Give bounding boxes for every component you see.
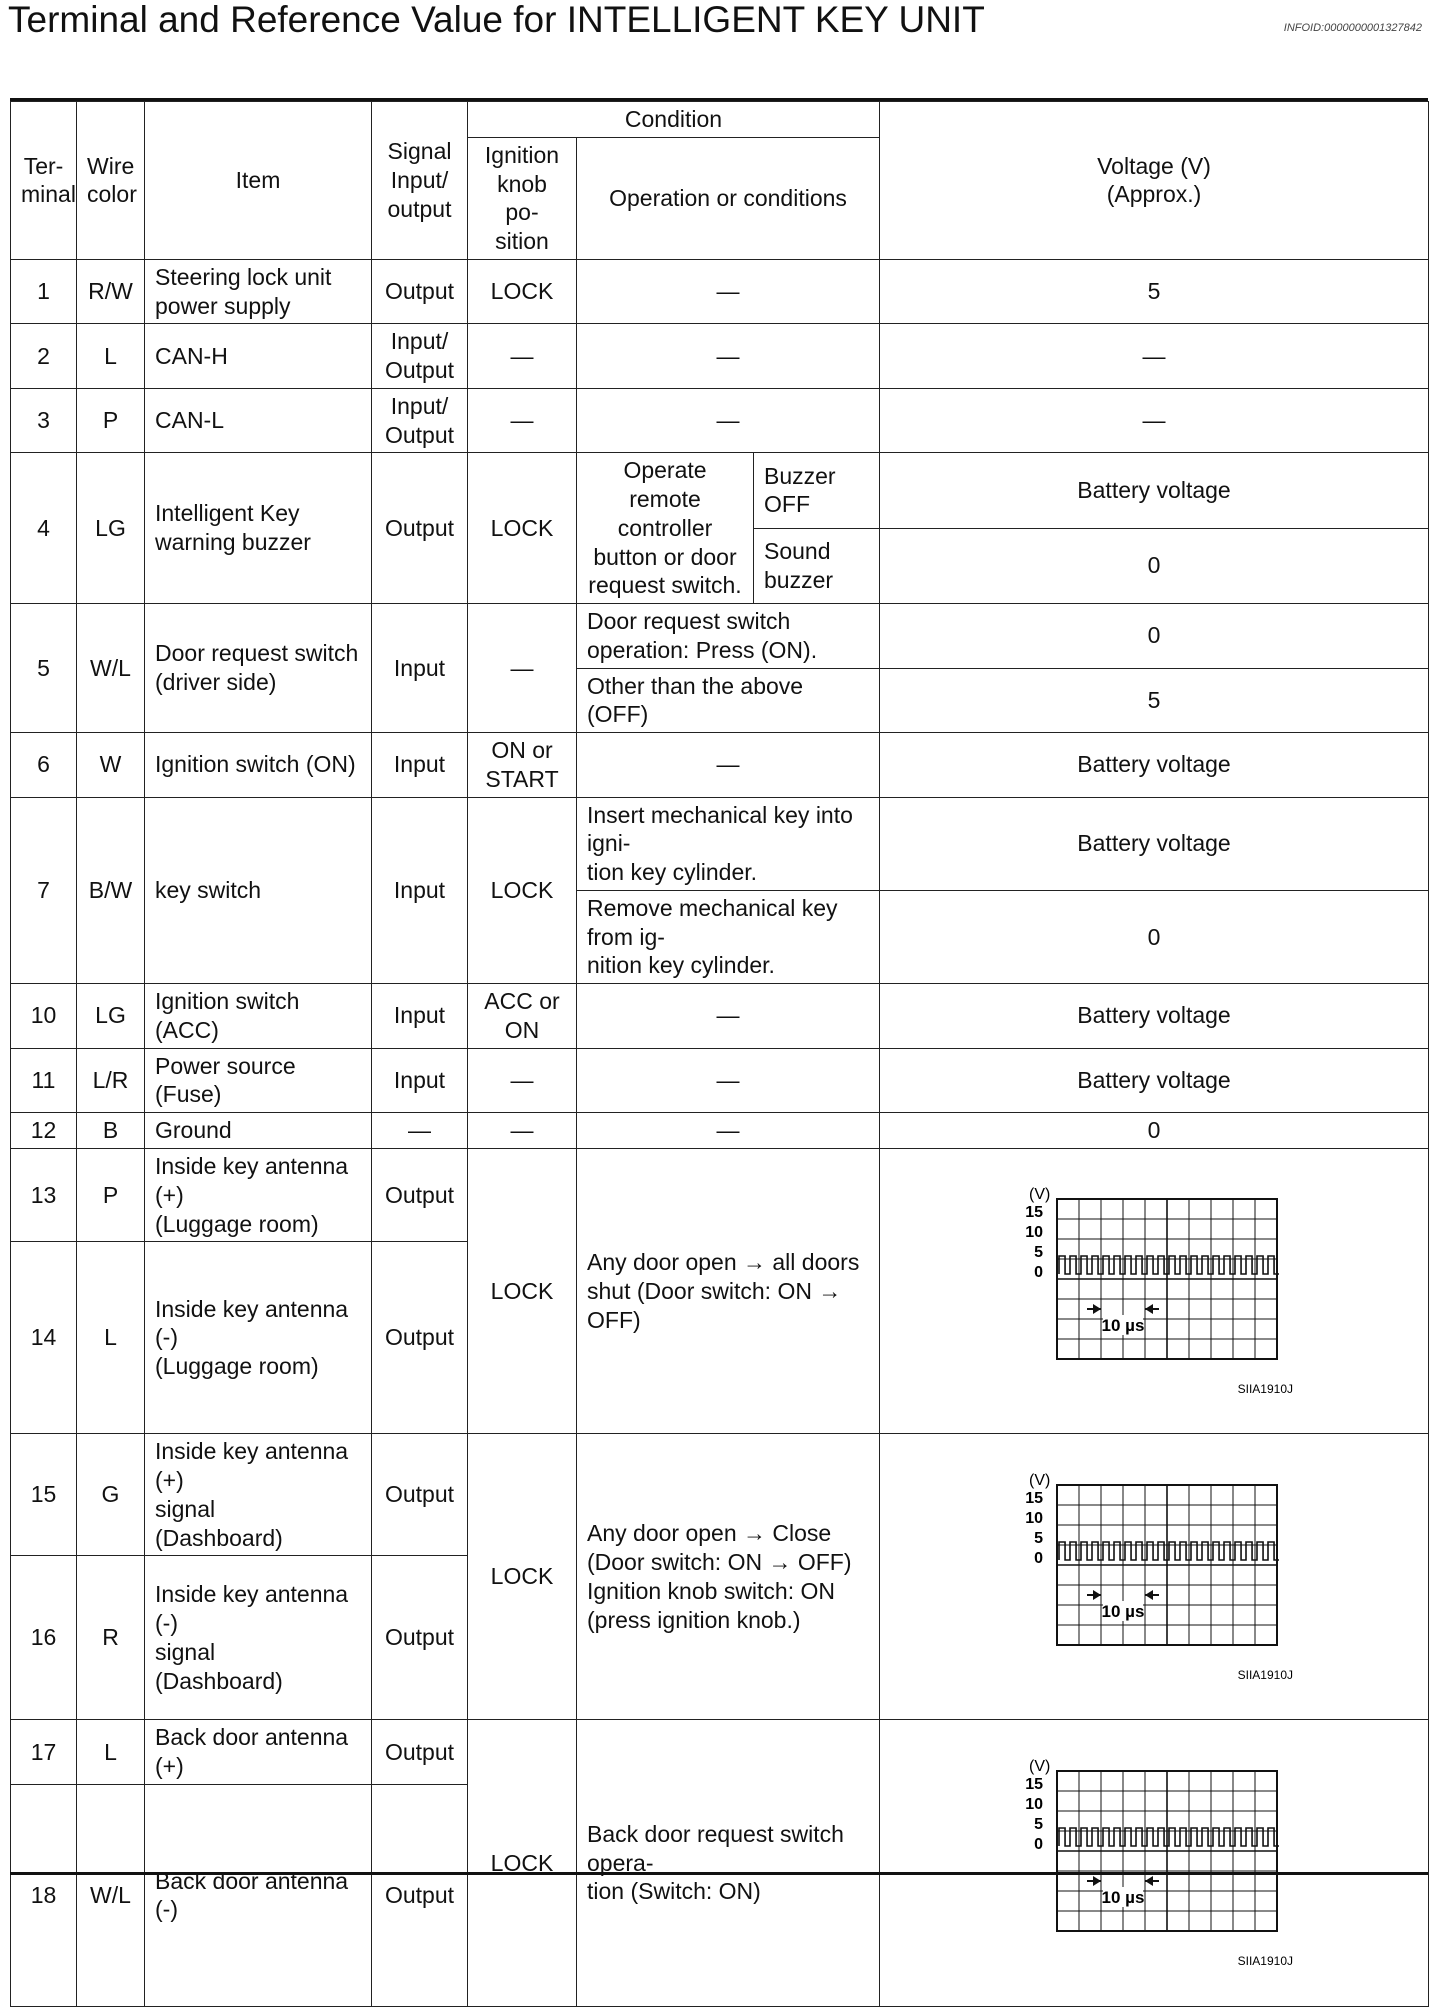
- item-cell: CAN-H: [145, 324, 372, 389]
- item-cell: Inside key antenna (+) (Luggage room): [145, 1149, 372, 1242]
- time-arrowhead-right: [1145, 1304, 1153, 1314]
- figure-id: SIIA1910J: [1237, 1667, 1294, 1682]
- terminal-cell: 16: [11, 1556, 77, 1720]
- knob-cell: LOCK: [468, 1434, 577, 1720]
- wire-cell: LG: [77, 453, 145, 604]
- y-tick-label: 15: [1025, 1489, 1044, 1507]
- item-cell: Power source (Fuse): [145, 1048, 372, 1113]
- terminal-cell: 15: [11, 1434, 77, 1556]
- time-scale-label: 10 µs: [1101, 1601, 1145, 1621]
- table-row: [11, 453, 1429, 528]
- waveform-chart: [1009, 1181, 1299, 1401]
- operation-cell: Remove mechanical key from ig- nition key cylinder.: [577, 890, 880, 983]
- terminal-cell: 4: [11, 453, 77, 604]
- signal-cell: Output: [372, 259, 468, 324]
- time-scale-label: 10 µs: [1101, 1888, 1145, 1907]
- wire-cell: P: [77, 1149, 145, 1242]
- waveform-trace: [1059, 1542, 1279, 1560]
- item-cell: Back door antenna (+): [145, 1720, 372, 1785]
- y-tick-label: 0: [1034, 1836, 1044, 1853]
- y-unit-label: (V): [1029, 1758, 1051, 1775]
- terminal-cell: 2: [11, 324, 77, 389]
- voltage-cell: Battery voltage: [880, 797, 1429, 890]
- y-tick-label: 5: [1034, 1529, 1044, 1547]
- sub-condition-cell: Buzzer OFF: [754, 453, 880, 528]
- operation-cell: Any door open → all doors shut (Door switch: ON → OFF): [577, 1149, 880, 1434]
- knob-cell: —: [468, 1048, 577, 1113]
- header-ignition-knob: Ignition knob po- sition: [468, 137, 577, 259]
- terminal-cell: 18: [11, 1784, 77, 2006]
- header-condition: Condition: [468, 102, 880, 138]
- header-voltage: Voltage (V) (Approx.): [880, 102, 1429, 260]
- y-tick-label: 0: [1034, 1549, 1044, 1567]
- operation-cell: Insert mechanical key into igni- tion key cylinder.: [577, 797, 880, 890]
- operation-cell: —: [577, 984, 880, 1049]
- voltage-cell: 5: [880, 259, 1429, 324]
- terminal-reference-table: [10, 101, 1429, 2007]
- voltage-cell: 0: [880, 528, 1429, 603]
- header-wire-color: Wire color: [77, 102, 145, 260]
- time-arrowhead-left: [1093, 1590, 1101, 1600]
- voltage-cell: Battery voltage: [880, 453, 1429, 528]
- table-row: [11, 388, 1429, 453]
- wire-cell: LG: [77, 984, 145, 1049]
- signal-cell: Input: [372, 797, 468, 984]
- knob-cell: LOCK: [468, 1149, 577, 1434]
- info-id: INFOID:0000000001327842: [1283, 22, 1422, 34]
- voltage-cell: Battery voltage: [880, 1048, 1429, 1113]
- operation-cell: —: [577, 324, 880, 389]
- knob-cell: LOCK: [468, 259, 577, 324]
- wire-cell: B/W: [77, 797, 145, 984]
- item-cell: Inside key antenna (-) (Luggage room): [145, 1242, 372, 1434]
- voltage-cell: —: [880, 324, 1429, 389]
- operation-cell: —: [577, 259, 880, 324]
- wire-cell: W/L: [77, 604, 145, 733]
- table-row: [11, 1720, 1429, 1785]
- knob-cell: —: [468, 604, 577, 733]
- table-row: [11, 1113, 1429, 1149]
- terminal-cell: 10: [11, 984, 77, 1049]
- terminal-cell: 7: [11, 797, 77, 984]
- terminal-cell: 5: [11, 604, 77, 733]
- table-row: [11, 259, 1429, 324]
- item-cell: Inside key antenna (-) signal (Dashboard): [145, 1556, 372, 1720]
- signal-cell: Output: [372, 1434, 468, 1556]
- figure-id: SIIA1910J: [1237, 1954, 1294, 1968]
- signal-cell: Input: [372, 1048, 468, 1113]
- signal-cell: Output: [372, 453, 468, 604]
- item-cell: Ignition switch (ON): [145, 733, 372, 798]
- y-unit-label: (V): [1029, 1471, 1051, 1489]
- item-cell: Ground: [145, 1113, 372, 1149]
- operation-cell: Door request switch operation: Press (ON).: [577, 604, 880, 669]
- table-row: [11, 797, 1429, 890]
- signal-cell: Output: [372, 1784, 468, 2006]
- y-tick-label: 15: [1025, 1776, 1044, 1793]
- time-scale-label: 10 µs: [1101, 1316, 1145, 1336]
- y-tick-label: 0: [1034, 1264, 1044, 1282]
- wire-cell: L: [77, 1242, 145, 1434]
- terminal-cell: 14: [11, 1242, 77, 1434]
- waveform-trace: [1059, 1256, 1279, 1274]
- time-arrowhead-right: [1145, 1590, 1153, 1600]
- voltage-cell: Battery voltage: [880, 984, 1429, 1049]
- voltage-cell: 0: [880, 890, 1429, 983]
- voltage-cell: 5: [880, 668, 1429, 733]
- y-tick-label: 5: [1034, 1816, 1044, 1833]
- header-item: Item: [145, 102, 372, 260]
- operation-cell: Any door open → Close (Door switch: ON → OFF) Ignition knob switch: ON (press ignition knob.): [577, 1434, 880, 1720]
- sub-condition-cell: Sound buzzer: [754, 528, 880, 603]
- terminal-cell: 3: [11, 388, 77, 453]
- terminal-cell: 12: [11, 1113, 77, 1149]
- header-operation: Operation or conditions: [577, 137, 880, 259]
- knob-cell: —: [468, 1113, 577, 1149]
- bottom-rule: [10, 1872, 1428, 1875]
- y-tick-label: 15: [1025, 1204, 1044, 1222]
- operation-cell: —: [577, 733, 880, 798]
- table-row: [11, 604, 1429, 669]
- signal-cell: Input: [372, 604, 468, 733]
- signal-cell: Output: [372, 1242, 468, 1434]
- item-cell: key switch: [145, 797, 372, 984]
- y-tick-label: 5: [1034, 1244, 1044, 1262]
- wire-cell: L: [77, 324, 145, 389]
- wire-cell: G: [77, 1434, 145, 1556]
- terminal-cell: 17: [11, 1720, 77, 1785]
- signal-cell: Output: [372, 1720, 468, 1785]
- item-cell: CAN-L: [145, 388, 372, 453]
- waveform-cell: [880, 1149, 1429, 1434]
- signal-cell: Output: [372, 1149, 468, 1242]
- wire-cell: W: [77, 733, 145, 798]
- operation-cell: Other than the above (OFF): [577, 668, 880, 733]
- wire-cell: L: [77, 1720, 145, 1785]
- item-cell: Inside key antenna (+) signal (Dashboard): [145, 1434, 372, 1556]
- knob-cell: LOCK: [468, 797, 577, 984]
- header-terminal: Ter- minal: [11, 102, 77, 260]
- voltage-cell: 0: [880, 604, 1429, 669]
- table-row: [11, 733, 1429, 798]
- waveform-chart: [1009, 1467, 1299, 1687]
- waveform-chart: [1009, 1753, 1299, 1973]
- figure-id: SIIA1910J: [1237, 1382, 1294, 1397]
- wire-cell: R/W: [77, 259, 145, 324]
- signal-cell: Input: [372, 984, 468, 1049]
- knob-cell: —: [468, 324, 577, 389]
- terminal-cell: 6: [11, 733, 77, 798]
- signal-cell: Input/ Output: [372, 324, 468, 389]
- signal-cell: Input/ Output: [372, 388, 468, 453]
- wire-cell: R: [77, 1556, 145, 1720]
- operation-cell: Back door request switch opera- tion (Switch: ON): [577, 1720, 880, 2007]
- page-title: Terminal and Reference Value for INTELLIGENT KEY UNIT: [8, 0, 985, 40]
- operation-cell: —: [577, 388, 880, 453]
- y-tick-label: 10: [1025, 1224, 1044, 1242]
- table-row: [11, 1149, 1429, 1242]
- terminal-cell: 11: [11, 1048, 77, 1113]
- voltage-cell: Battery voltage: [880, 733, 1429, 798]
- table-row: [11, 324, 1429, 389]
- item-cell: Back door antenna (-): [145, 1784, 372, 2006]
- voltage-cell: 0: [880, 1113, 1429, 1149]
- item-cell: Ignition switch (ACC): [145, 984, 372, 1049]
- item-cell: Steering lock unit power supply: [145, 259, 372, 324]
- signal-cell: Output: [372, 1556, 468, 1720]
- wire-cell: P: [77, 388, 145, 453]
- table-row: [11, 1434, 1429, 1556]
- table-row: [11, 1048, 1429, 1113]
- operation-cell: Operate remote controller button or door request switch.: [577, 453, 754, 604]
- terminal-cell: 1: [11, 259, 77, 324]
- wire-cell: W/L: [77, 1784, 145, 2006]
- wire-cell: L/R: [77, 1048, 145, 1113]
- table-row: [11, 984, 1429, 1049]
- waveform-cell: [880, 1434, 1429, 1720]
- waveform-trace: [1059, 1828, 1279, 1846]
- signal-cell: Input: [372, 733, 468, 798]
- waveform-cell: [880, 1720, 1429, 2007]
- terminal-cell: 13: [11, 1149, 77, 1242]
- item-cell: Intelligent Key warning buzzer: [145, 453, 372, 604]
- item-cell: Door request switch (driver side): [145, 604, 372, 733]
- knob-cell: ACC or ON: [468, 984, 577, 1049]
- time-arrowhead-right: [1145, 1876, 1153, 1886]
- operation-cell: —: [577, 1113, 880, 1149]
- y-tick-label: 10: [1025, 1796, 1044, 1813]
- knob-cell: ON or START: [468, 733, 577, 798]
- voltage-cell: —: [880, 388, 1429, 453]
- y-unit-label: (V): [1029, 1186, 1051, 1204]
- time-arrowhead-left: [1093, 1876, 1101, 1886]
- knob-cell: LOCK: [468, 1720, 577, 2007]
- knob-cell: LOCK: [468, 453, 577, 604]
- wire-cell: B: [77, 1113, 145, 1149]
- signal-cell: —: [372, 1113, 468, 1149]
- time-arrowhead-left: [1093, 1304, 1101, 1314]
- knob-cell: —: [468, 388, 577, 453]
- operation-cell: —: [577, 1048, 880, 1113]
- y-tick-label: 10: [1025, 1509, 1044, 1527]
- header-signal: Signal Input/ output: [372, 102, 468, 260]
